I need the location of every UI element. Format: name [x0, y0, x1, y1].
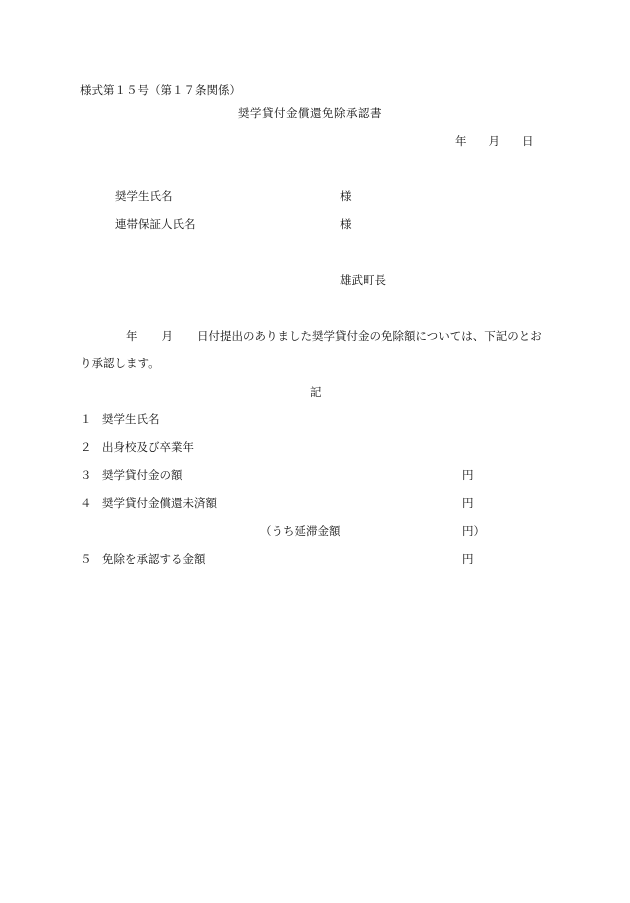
ki-heading: 記	[310, 385, 322, 399]
item-number-5: ５	[80, 552, 92, 566]
date-line	[455, 136, 534, 148]
guarantor-honorific: 様	[340, 217, 352, 231]
item-number-3: ３	[80, 468, 92, 482]
document-title: 奨学貸付金償還免除承認書	[238, 106, 382, 120]
guarantor-name-label: 連帯保証人氏名	[115, 217, 196, 231]
body-text-line1	[126, 331, 542, 343]
form-number: 様式第１５号（第１７条関係）	[80, 83, 241, 97]
item-unit-loan-amount: 円	[462, 468, 474, 482]
issuer-name: 雄武町長	[340, 273, 386, 287]
body-text-line2: り承認します。	[80, 356, 160, 370]
sub-item-label-arrears: （うち延滞金額	[260, 524, 341, 538]
item-number-2: ２	[80, 440, 92, 454]
item-label-loan-amount: 奨学貸付金の額	[102, 468, 183, 482]
body-year: 年	[126, 329, 138, 343]
date-month: 月	[488, 134, 500, 148]
item-label-school: 出身校及び卒業年	[102, 440, 194, 454]
item-number-1: １	[80, 412, 92, 426]
sub-item-unit-arrears: 円）	[462, 524, 485, 538]
item-label-student-name: 奨学生氏名	[102, 412, 160, 426]
body-month: 月	[161, 329, 173, 343]
item-unit-exemption-amount: 円	[462, 552, 474, 566]
item-unit-unpaid-amount: 円	[462, 496, 474, 510]
item-number-4: ４	[80, 496, 92, 510]
date-year: 年	[455, 134, 467, 148]
body-line1-rest: 日付提出のありました奨学貸付金の免除額については、下記のとお	[197, 329, 542, 343]
date-day: 日	[522, 134, 534, 148]
item-label-unpaid-amount: 奨学貸付金償還未済額	[102, 496, 217, 510]
student-honorific: 様	[340, 189, 352, 203]
student-name-label: 奨学生氏名	[115, 189, 173, 203]
item-label-exemption-amount: 免除を承認する金額	[102, 552, 206, 566]
